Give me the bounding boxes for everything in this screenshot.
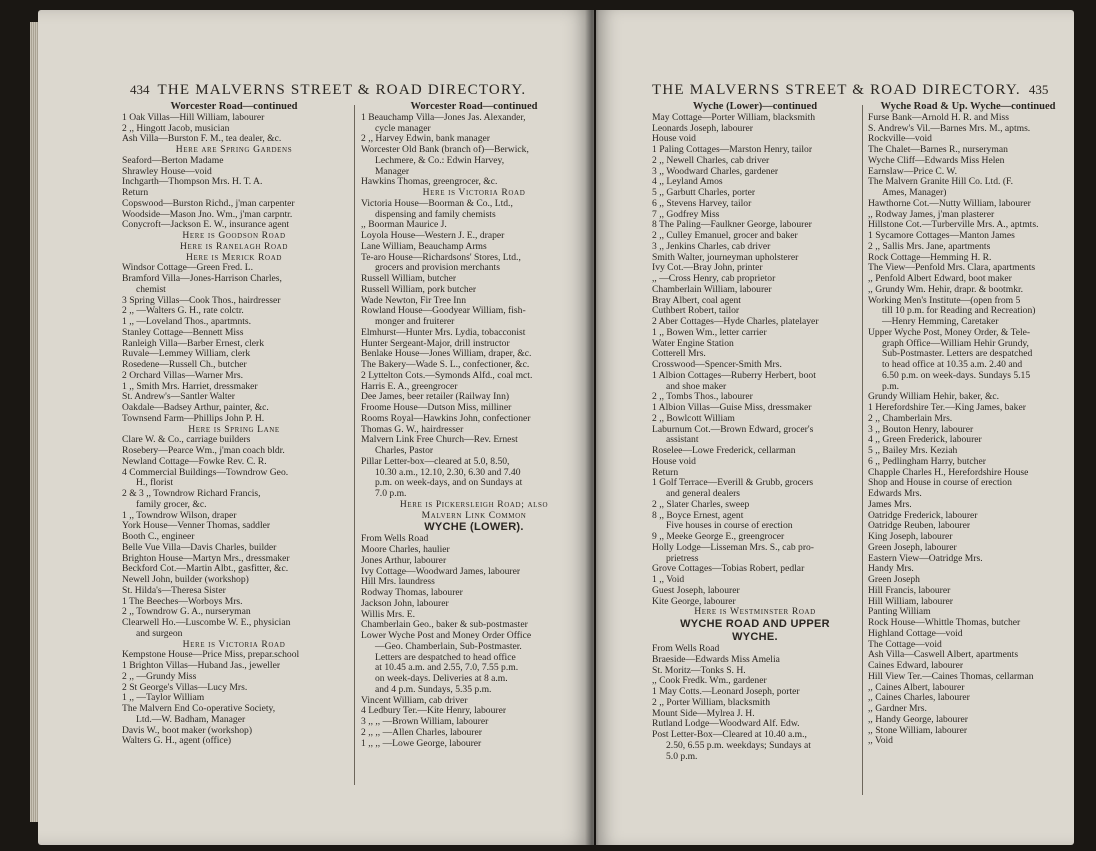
section-heading: Worcester Road—continued	[170, 102, 298, 112]
directory-entry: 1 Golf Terrace—Everill & Grubb, grocers	[652, 478, 814, 489]
directory-entry: James Mrs.	[868, 499, 912, 510]
directory-entry: Return	[122, 188, 149, 198]
directory-entry: Hill Francis, labourer	[868, 585, 951, 596]
directory-entry: Rosebery—Pearce Wm., j'man coach bldr.	[122, 446, 285, 456]
left-page-number: 434	[130, 82, 150, 97]
directory-entry: Walters G. H., agent (office)	[122, 736, 232, 747]
directory-entry: ,, Caines Charles, labourer	[868, 693, 970, 704]
street-note: Here is Goodson Road	[182, 231, 286, 241]
entry-continuation: Manager	[375, 166, 410, 177]
directory-entry: Crosswood—Spencer-Smith Mrs.	[652, 360, 782, 370]
section-heading: Wyche (Lower)—continued	[692, 102, 818, 112]
directory-entry: 2 Aber Cottages—Hyde Charles, platelayer	[652, 317, 819, 327]
entry-continuation: graph Office—William Hehir Grundy,	[882, 338, 1029, 349]
entry-continuation: Lechmere, & Co.: Edwin Harvey,	[375, 155, 505, 166]
directory-entry: Lane William, Beauchamp Arms	[361, 241, 487, 252]
directory-entry: Harris E. A., greengrocer	[361, 381, 458, 392]
directory-entry: Kite George, labourer	[652, 596, 736, 607]
directory-entry: 3 ,, Bouton Henry, labourer	[868, 424, 974, 435]
directory-entry: Wade Newton, Fir Tree Inn	[361, 295, 467, 306]
directory-entry: Hill William, labourer	[868, 596, 953, 607]
directory-entry: ,, Void	[868, 736, 893, 747]
directory-entry: The Cottage—void	[868, 639, 942, 650]
directory-entry: ,, Gardner Mrs.	[868, 704, 927, 714]
street-note: Here is Victoria Road	[182, 639, 286, 650]
right-page	[596, 10, 1074, 845]
right-column-divider	[862, 105, 863, 795]
directory-entry: Post Letter-Box—Cleared at 10.40 a.m.,	[652, 730, 807, 740]
directory-entry: 3 ,, ,, —Brown William, labourer	[361, 717, 489, 727]
directory-entry: Working Men's Institute—(open from 5	[868, 295, 1021, 306]
street-title: WYCHE (LOWER).	[424, 521, 524, 534]
directory-entry: House void	[652, 134, 696, 145]
directory-entry: ,, Caines Albert, labourer	[868, 682, 965, 693]
directory-entry: Rodway Thomas, labourer	[361, 588, 463, 598]
entry-continuation: to head office at 10.35 a.m. 2.40 and	[882, 360, 1023, 370]
directory-entry: Braeside—Edwards Miss Amelia	[652, 654, 780, 665]
entry-continuation: H., florist	[136, 478, 174, 489]
directory-entry: ,, Rodway James, j'man plasterer	[868, 209, 995, 220]
street-note: Here is Merick Road	[185, 252, 283, 263]
directory-entry: Loyola House—Western J. E., draper	[361, 231, 505, 241]
directory-entry: ,, Boorman Maurice J.	[361, 220, 447, 231]
directory-entry: 1 Paling Cottages—Marston Henry, tailor	[652, 145, 813, 155]
directory-entry: Water Engine Station	[652, 338, 734, 349]
directory-entry: 6 ,, Pedlingham Harry, butcher	[868, 456, 986, 467]
directory-entry: Russell William, butcher	[361, 274, 457, 284]
directory-entry: 1 Albion Villas—Guise Miss, dressmaker	[652, 403, 812, 413]
left-running-title: THE MALVERNS STREET & ROAD DIRECTORY.	[157, 82, 527, 98]
directory-entry: 1 Brighton Villas—Huband Jas., jeweller	[122, 661, 281, 671]
street-note: Here is Westminster Road	[694, 607, 816, 618]
directory-entry: Hill Mrs. laundress	[361, 577, 435, 588]
directory-entry: 2 ,, —Walters G. H., rate colctr.	[122, 306, 244, 317]
directory-entry: 1 ,, Towndrow Wilson, draper	[122, 510, 237, 521]
directory-entry: 7 ,, Godfrey Miss	[652, 209, 720, 220]
entry-continuation: 5.0 p.m.	[666, 751, 698, 762]
directory-entry: The Chalet—Barnes R., nurseryman	[868, 145, 1008, 155]
directory-entry: Green Joseph, labourer	[868, 542, 957, 553]
directory-entry: 2 ,, Porter William, blacksmith	[652, 697, 771, 708]
directory-entry: Rockville—void	[868, 134, 932, 145]
directory-entry: House void	[652, 456, 696, 467]
directory-entry: ,, Penfold Albert Edward, boot maker	[868, 274, 1012, 284]
section-heading: Wyche Road & Up. Wyche—continued	[880, 102, 1056, 112]
directory-entry: Ash Villa—Burston F. M., tea dealer, &c.	[122, 134, 282, 145]
directory-entry: Guest Joseph, labourer	[652, 585, 740, 596]
directory-entry: 1 ,, Void	[652, 575, 685, 585]
directory-entry: 2 ,, Sallis Mrs. Jane, apartments	[868, 241, 991, 252]
entry-continuation: and 4 p.m. Sundays, 5.35 p.m.	[375, 684, 492, 695]
directory-entry: Hillstone Cot.—Turberville Mrs. A., aptmts.	[868, 220, 1039, 231]
directory-entry: The Malvern Granite Hill Co. Ltd. (F.	[868, 177, 1013, 188]
directory-entry: 2 ,, Newell Charles, cab driver	[652, 155, 770, 166]
entry-continuation: p.m. on week-days, and on Sundays at	[375, 478, 523, 489]
entry-continuation: Ames, Manager)	[882, 188, 947, 198]
directory-entry: 4 ,, Leyland Amos	[652, 177, 723, 188]
directory-entry: Jackson John, labourer	[361, 598, 449, 609]
directory-entry: Clare W. & Co., carriage builders	[122, 435, 251, 446]
directory-entry: 3 ,, Jenkins Charles, cab driver	[652, 241, 771, 252]
directory-entry: Malvern Link Free Church—Rev. Ernest	[361, 435, 518, 446]
directory-entry: King Joseph, labourer	[868, 532, 953, 542]
directory-entry: Brighton House—Martyn Mrs., dressmaker	[122, 553, 290, 564]
directory-entry: ,, Handy George, labourer	[868, 714, 968, 725]
directory-entry: York House—Venner Thomas, saddler	[122, 521, 271, 532]
section-heading: Worcester Road—continued	[410, 102, 538, 112]
directory-entry: Ivy Cottage—Woodward James, labourer	[361, 566, 521, 577]
directory-entry: Roselee—Lowe Frederick, cellarman	[652, 446, 796, 456]
directory-entry: Leonards Joseph, labourer	[652, 123, 753, 134]
entry-continuation: 2.50, 6.55 p.m. weekdays; Sundays at	[666, 740, 811, 751]
book-gutter	[585, 10, 599, 845]
directory-entry: 1 The Beeches—Worboys Mrs.	[122, 596, 243, 607]
right-page-number: 435	[1028, 82, 1049, 97]
entry-continuation: on week-days. Deliveries at 8 a.m.	[375, 674, 508, 684]
directory-entry: Froome House—Dutson Miss, milliner	[361, 403, 512, 413]
directory-entry: S. Andrew's Vil.—Barnes Mrs. M., aptms.	[868, 123, 1031, 134]
right-running-head	[652, 82, 1056, 99]
directory-entry: 2 St George's Villas—Lucy Mrs.	[122, 682, 248, 693]
directory-entry: Moore Charles, haulier	[361, 545, 450, 555]
directory-entry: Newell John, builder (workshop)	[122, 575, 249, 585]
directory-entry: Oakdale—Badsey Arthur, painter, &c.	[122, 403, 269, 413]
directory-entry: 1 Oak Villas—Hill William, labourer	[122, 112, 265, 123]
directory-entry: Oatridge Frederick, labourer	[868, 510, 978, 521]
directory-entry: Eastern View—Oatridge Mrs.	[868, 553, 983, 564]
directory-entry: 2 ,, Harvey Edwin, bank manager	[361, 134, 490, 145]
entry-continuation: prietress	[666, 553, 699, 564]
directory-entry: Cotterell Mrs.	[652, 349, 706, 360]
directory-entry: The Bakery—Wade S. L., confectioner, &c.	[361, 360, 530, 370]
directory-entry: Wyche Cliff—Edwards Miss Helen	[868, 155, 1005, 166]
left-page	[38, 10, 594, 845]
directory-entry: From Wells Road	[361, 534, 429, 545]
directory-entry: 2 ,, ,, —Allen Charles, labourer	[361, 727, 482, 738]
directory-entry: 1 ,, —Taylor William	[122, 693, 205, 704]
entry-continuation: grocers and provision merchants	[375, 263, 500, 274]
directory-entry: Holly Lodge—Lisseman Mrs. S., cab pro-	[652, 542, 815, 553]
directory-entry: St. Hilda's—Theresa Sister	[122, 585, 226, 596]
directory-entry: Beckford Cot.—Martin Albt., gasfitter, &c.	[122, 564, 289, 575]
directory-entry: Seaford—Berton Madame	[122, 155, 224, 166]
entry-continuation: till 10 p.m. for Reading and Recreation)	[882, 306, 1036, 317]
directory-entry: 2 ,, —Grundy Miss	[122, 671, 197, 682]
directory-entry: Hill View Ter.—Caines Thomas, cellarman	[868, 671, 1034, 682]
directory-entry: 2 Orchard Villas—Warner Mrs.	[122, 370, 244, 381]
directory-entry: Pillar Letter-box—cleared at 5.0, 8.50,	[361, 456, 510, 467]
right-column-2	[868, 102, 1068, 747]
entry-continuation: —Henry Hemming, Caretaker	[882, 317, 999, 327]
directory-entry: Te-aro House—Richardsons' Stores, Ltd.,	[361, 252, 521, 263]
street-title: WYCHE.	[732, 631, 778, 643]
street-note: Here is Spring Lane	[188, 424, 280, 435]
entry-continuation: and shoe maker	[666, 381, 727, 392]
directory-entry: Edwards Mrs.	[868, 489, 922, 499]
directory-entry: 4 ,, Green Frederick, labourer	[868, 435, 982, 446]
directory-entry: 2 ,, Tombs Thos., labourer	[652, 392, 753, 403]
entry-continuation: Charles, Pastor	[375, 446, 434, 456]
directory-entry: Caines Edward, labourer	[868, 661, 964, 671]
directory-entry: 1 ,, Smith Mrs. Harriet, dressmaker	[122, 381, 258, 392]
entry-continuation: —Geo. Chamberlain, Sub-Postmaster.	[375, 641, 522, 652]
street-note: Here is Victoria Road	[422, 188, 526, 198]
directory-entry: Upper Wyche Post, Money Order, & Tele-	[868, 327, 1031, 338]
entry-continuation: chemist	[136, 284, 166, 295]
directory-entry: Laburnum Cot.—Brown Edward, grocer's	[652, 424, 814, 435]
directory-entry: Kempstone House—Price Miss, prepar.school	[122, 650, 300, 661]
directory-entry: Earnslaw—Price C. W.	[868, 166, 957, 177]
entry-continuation: and general dealers	[666, 489, 741, 499]
directory-entry: 1 ,, ,, —Lowe George, labourer	[361, 738, 482, 749]
directory-entry: 2 ,, Slater Charles, sweep	[652, 499, 750, 510]
directory-entry: Shrawley House—void	[122, 166, 212, 177]
directory-entry: The View—Penfold Mrs. Clara, apartments	[868, 263, 1036, 274]
directory-entry: Grove Cottages—Tobias Robert, pedlar	[652, 564, 805, 575]
directory-entry: ,, —Cross Henry, cab proprietor	[652, 274, 776, 284]
directory-entry: Windsor Cottage—Green Fred. L.	[122, 263, 253, 274]
directory-entry: Rosedene—Russell Ch., butcher	[122, 360, 247, 370]
directory-entry: The Malvern End Co-operative Society,	[122, 704, 276, 714]
directory-entry: Hawthorne Cot.—Nutty William, labourer	[868, 198, 1031, 209]
directory-entry: Thomas G. W., hairdresser	[361, 424, 464, 435]
directory-entry: Shop and House in course of erection	[868, 478, 1012, 489]
directory-entry: 8 The Paling—Faulkner George, labourer	[652, 220, 812, 231]
street-title: WYCHE ROAD AND UPPER	[680, 618, 830, 630]
directory-entry: Dee James, beer retailer (Railway Inn)	[361, 392, 510, 403]
directory-entry: Rooms Royal—Hawkins John, confectioner	[361, 413, 531, 424]
directory-entry: Copswood—Burston Richd., j'man carpenter	[122, 198, 295, 209]
street-note: Here are Spring Gardens	[175, 145, 293, 155]
directory-entry: ,, Cook Fredk. Wm., gardener	[652, 676, 767, 687]
directory-entry: 3 Spring Villas—Cook Thos., hairdresser	[122, 295, 281, 306]
directory-entry: Smith Walter, journeyman upholsterer	[652, 252, 799, 263]
entry-continuation: Five houses in course of erection	[666, 521, 793, 532]
entry-continuation: assistant	[666, 435, 699, 446]
directory-entry: Vincent William, cab driver	[361, 695, 468, 706]
directory-entry: 1 Albion Cottages—Ruberry Herbert, boot	[652, 370, 816, 381]
directory-entry: Rock House—Whittle Thomas, butcher	[868, 618, 1021, 628]
entry-continuation: family grocer, &c.	[136, 499, 207, 510]
directory-entry: Hunter Sergeant-Major, drill instructor	[361, 338, 510, 349]
entry-continuation: and surgeon	[136, 628, 183, 639]
directory-entry: 2 ,, Hingott Jacob, musician	[122, 123, 230, 134]
left-running-head	[122, 82, 526, 99]
directory-entry: St. Andrew's—Santler Walter	[122, 392, 235, 403]
directory-entry: Return	[652, 467, 679, 478]
right-running-title: THE MALVERNS STREET & ROAD DIRECTORY.	[652, 82, 1021, 98]
directory-entry: Grundy William Hehir, baker, &c.	[868, 392, 1000, 403]
entry-continuation: Letters are despatched to head office	[375, 652, 516, 663]
directory-entry: Rowland House—Goodyear William, fish-	[361, 306, 526, 317]
directory-entry: Jones Arthur, labourer	[361, 555, 447, 566]
directory-entry: 1 Beauchamp Villa—Jones Jas. Alexander,	[361, 112, 526, 123]
left-column-2	[361, 102, 587, 749]
directory-entry: 3 ,, Woodward Charles, gardener	[652, 166, 779, 177]
directory-entry: Stanley Cottage—Bennett Miss	[122, 327, 244, 338]
directory-entry: Green Joseph	[868, 575, 920, 585]
directory-entry: Russell William, pork butcher	[361, 284, 477, 295]
directory-entry: 2 ,, Bowlcott William	[652, 413, 735, 424]
directory-entry: Chamberlain William, labourer	[652, 284, 772, 295]
directory-entry: Rutland Lodge—Woodward Alf. Edw.	[652, 719, 800, 730]
directory-entry: Bramford Villa—Jones-Harrison Charles,	[122, 274, 282, 284]
entry-continuation: 10.30 a.m., 12.10, 2.30, 6.30 and 7.40	[375, 467, 521, 478]
directory-entry: St. Moritz—Tonks S. H.	[652, 665, 746, 676]
entry-continuation: monger and fruiterer	[375, 317, 455, 327]
entry-continuation: Ltd.—W. Badham, Manager	[136, 714, 246, 725]
directory-entry: Mount Side—Mylrea J. H.	[652, 708, 755, 719]
directory-entry: Ivy Cot.—Bray John, printer	[652, 263, 763, 274]
directory-entry: 1 Sycamore Cottages—Manton James	[868, 231, 1015, 241]
directory-entry: Townsend Farm—Phillips John P. H.	[122, 413, 265, 424]
street-note: Here is Pickersleigh Road; also	[399, 499, 549, 510]
directory-entry: Highland Cottage—void	[868, 628, 963, 639]
directory-entry: Victoria House—Boorman & Co., Ltd.,	[361, 198, 513, 209]
directory-entry: Furse Bank—Arnold H. R. and Miss	[868, 112, 1009, 123]
directory-entry: Booth C., engineer	[122, 532, 195, 542]
directory-entry: Benlake House—Jones William, draper, &c.	[361, 349, 532, 360]
directory-entry: Lower Wyche Post and Money Order Office	[361, 631, 532, 641]
directory-entry: Panting William	[868, 607, 931, 618]
directory-entry: Clearwell Ho.—Luscombe W. E., physician	[122, 618, 291, 628]
directory-entry: Ranleigh Villa—Barber Ernest, clerk	[122, 338, 265, 349]
directory-entry: 1 May Cotts.—Leonard Joseph, porter	[652, 687, 800, 697]
directory-entry: Handy Mrs.	[868, 564, 914, 575]
directory-entry: ,, Grundy Wm. Hehir, drapr. & bootmkr.	[868, 284, 1024, 295]
directory-entry: 2 ,, Chamberlain Mrs.	[868, 413, 953, 424]
directory-entry: Woodside—Mason Jno. Wm., j'man carpntr.	[122, 209, 293, 220]
directory-entry: 4 Ledbury Ter.—Kite Henry, labourer	[361, 706, 507, 717]
directory-entry: 2 ,, Towndrow G. A., nurseryman	[122, 607, 251, 618]
directory-entry: Belle Vue Villa—Davis Charles, builder	[122, 542, 277, 553]
directory-entry: Hawkins Thomas, greengrocer, &c.	[361, 177, 498, 188]
directory-entry: 5 ,, Garbutt Charles, porter	[652, 188, 756, 198]
directory-entry: 4 Commercial Buildings—Towndrow Geo.	[122, 467, 289, 478]
entry-continuation: p.m.	[882, 381, 900, 392]
directory-entry: Ash Villa—Caswell Albert, apartments	[868, 650, 1019, 661]
directory-entry: 2 ,, Culley Emanuel, grocer and baker	[652, 231, 798, 241]
directory-entry: 5 ,, Bailey Mrs. Keziah	[868, 446, 958, 456]
directory-entry: Cuthbert Robert, tailor	[652, 306, 740, 317]
directory-entry: Rock Cottage—Hemming H. R.	[868, 252, 992, 263]
street-note: Here is Ranelagh Road	[180, 241, 288, 252]
left-column-divider	[354, 105, 355, 785]
directory-entry: ,, Stone William, labourer	[868, 725, 968, 736]
directory-entry: 8 ,, Boyce Ernest, agent	[652, 510, 744, 521]
entry-continuation: 6.50 p.m. on week-days. Sundays 5.15	[882, 370, 1031, 381]
directory-entry: Chapple Charles H., Herefordshire House	[868, 467, 1029, 478]
entry-continuation: at 10.45 a.m. and 2.55, 7.0, 7.55 p.m.	[375, 663, 519, 674]
entry-continuation: Sub-Postmaster. Letters are despatched	[882, 349, 1033, 360]
directory-entry: Oatridge Reuben, labourer	[868, 521, 971, 532]
street-note: Malvern Link Common	[421, 510, 527, 521]
right-column-1	[652, 102, 858, 762]
entry-continuation: dispensing and family chemists	[375, 209, 496, 220]
entry-continuation: 7.0 p.m.	[375, 489, 407, 499]
directory-entry: Elmhurst—Hunter Mrs. Lydia, tobacconist	[361, 327, 526, 338]
directory-entry: Conycroft—Jackson E. W., insurance agent	[122, 220, 290, 231]
entry-continuation: cycle manager	[375, 123, 431, 134]
directory-entry: 2 Lyttelton Cots.—Symonds Alfd., coal mct.	[361, 370, 533, 381]
directory-entry: Davis W., boot maker (workshop)	[122, 725, 253, 736]
directory-entry: Bray Albert, coal agent	[652, 295, 741, 306]
directory-entry: Inchgarth—Thompson Mrs. H. T. A.	[122, 177, 263, 188]
directory-entry: 1 Herefordshire Ter.—King James, baker	[868, 403, 1026, 413]
left-column-1	[122, 102, 346, 747]
directory-entry: From Wells Road	[652, 644, 720, 654]
directory-entry: 1 ,, —Loveland Thos., apartmnts.	[122, 317, 252, 327]
directory-entry: Chamberlain Geo., baker & sub-postmaster	[361, 620, 528, 631]
directory-entry: Willis Mrs. E.	[361, 609, 415, 620]
directory-entry: May Cottage—Porter William, blacksmith	[652, 112, 816, 123]
directory-entry: Ruvale—Lemmey William, clerk	[122, 349, 251, 360]
directory-entry: 2 & 3 ,, Towndrow Richard Francis,	[122, 489, 261, 499]
directory-entry: Newland Cottage—Fowke Rev. C. R.	[122, 456, 267, 467]
directory-entry: 1 ,, Bowen Wm., letter carrier	[652, 327, 767, 338]
directory-entry: Worcester Old Bank (branch of)—Berwick,	[361, 145, 529, 155]
directory-entry: 6 ,, Stevens Harvey, tailor	[652, 198, 752, 209]
directory-entry: 9 ,, Meeke George E., greengrocer	[652, 532, 785, 542]
